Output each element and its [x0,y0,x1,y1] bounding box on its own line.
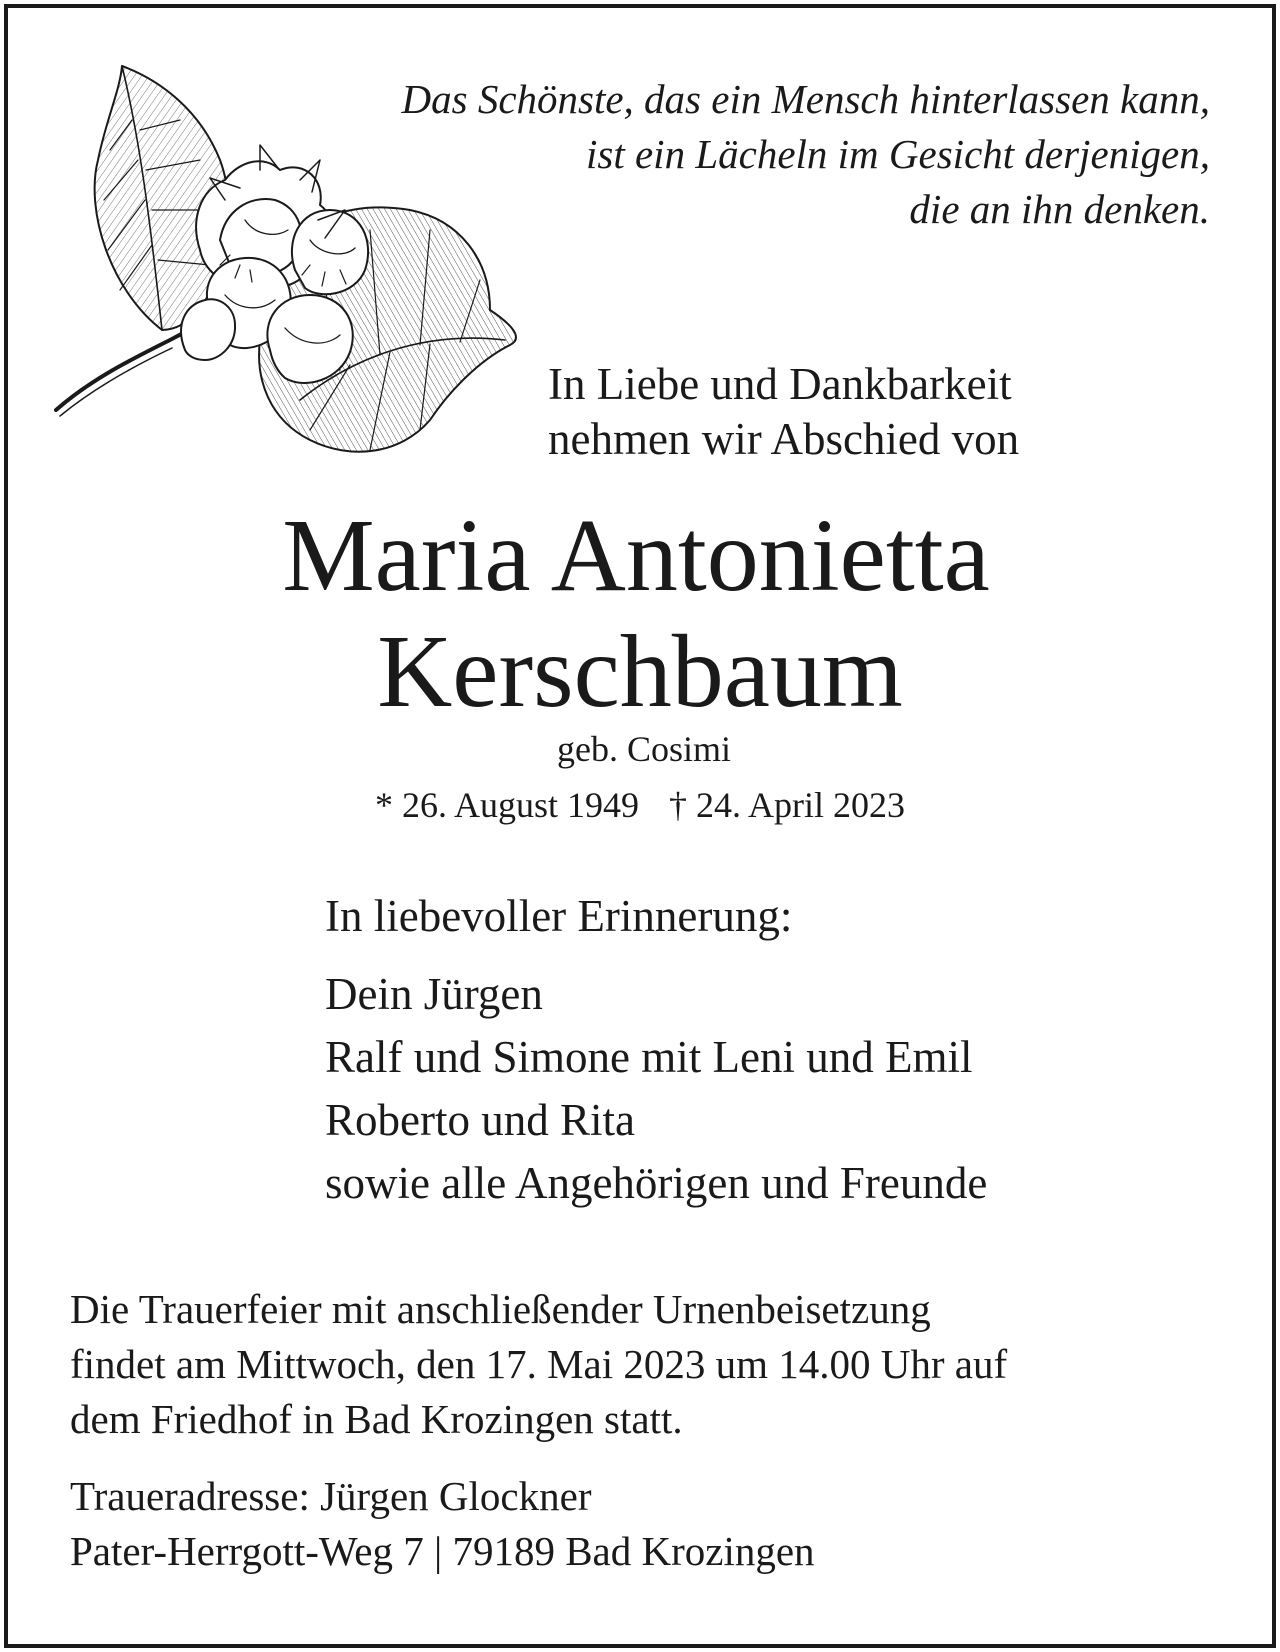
life-dates-wrap [375,785,905,825]
mourner-line: Roberto und Rita [325,1095,635,1145]
address-line: Pater-Herrgott-Weg 7 | 79189 Bad Krozingen [70,1528,815,1574]
ceremony-line: findet am Mittwoch, den 17. Mai 2023 um 14.00 Uhr auf [70,1341,1008,1387]
mourner-line: Ralf und Simone mit Leni und Emil [325,1032,973,1082]
deceased-first-names: Maria Antonietta [282,498,990,613]
mourner-line: Dein Jürgen [325,969,543,1019]
address-line: Traueradresse: Jürgen Glockner [70,1473,592,1519]
memory-heading: In liebevoller Erinnerung: [325,891,793,941]
quote-line: Das Schönste, das ein Mensch hinterlassen kann, [401,76,1210,122]
ceremony-line: Die Trauerfeier mit anschließender Urnenbeisetzung [70,1286,931,1332]
maiden-name [0,727,1280,771]
birth-date: * 26. August 1949 [374,785,639,825]
farewell-intro [548,357,1188,467]
quote-line: ist ein Lächeln im Gesicht derjenigen, [586,131,1210,177]
mourner-line: sowie alle Angehörigen und Freunde [325,1158,988,1208]
intro-line: nehmen wir Abschied von [548,414,1020,464]
mourning-address [70,1469,1220,1579]
intro-line: In Liebe und Dankbarkeit [548,359,1012,409]
maiden-name-text: geb. Cosimi [556,729,731,769]
mourners-list [325,963,1225,1215]
quote-line: die an ihn denken. [909,186,1210,232]
memorial-quote [250,72,1210,237]
life-dates [0,783,1280,827]
ceremony-notice [70,1282,1220,1447]
deceased-last-name: Kerschbaum [377,614,903,729]
death-date: † 24. April 2023 [669,785,906,825]
deceased-name [0,498,1280,730]
ceremony-line: dem Friedhof in Bad Krozingen statt. [70,1396,683,1442]
